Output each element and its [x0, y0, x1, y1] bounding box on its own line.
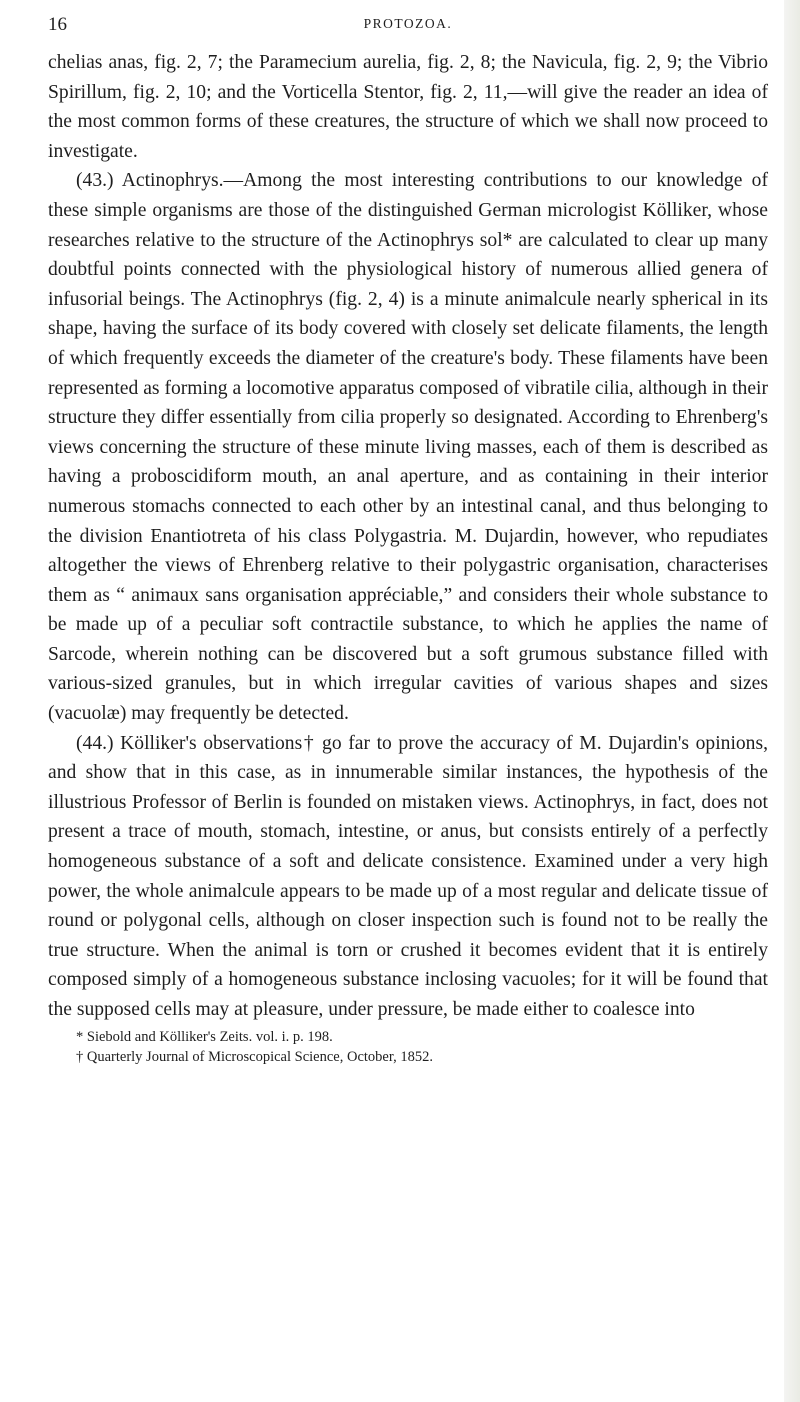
book-page	[48, 0, 768, 1402]
page-number: 16	[48, 14, 67, 35]
paragraph-continuation: chelias anas, fig. 2, 7; the Paramecium aurelia, fig. 2, 8; the Navicula, fig. 2, 9; the Vibrio Spirillum, fig. 2, 10; and the Vorticella Stentor, fig. 2, 11,—will give the reader an idea of the most common forms of these creatures, the structure of which we shall now proceed to investigate.	[48, 52, 768, 162]
running-head: PROTOZOA.	[363, 16, 453, 31]
footnote-siebold: * Siebold and Kölliker's Zeits. vol. i. p. 198.	[76, 1028, 333, 1045]
paragraph-43-actinophrys: (43.) Actinophrys.—Among the most interesting contributions to our knowledge of these simple organisms are those of the distinguished German micrologist Kölliker, whose researches relative to the structure of the Actinophrys sol* are calculated to clear up many doubtful points connected with the physiological history of numerous allied genera of infusorial beings. The Actinophrys (fig. 2, 4) is a minute animalcule nearly spherical in its shape, having the surface of its body covered with closely set delicate filaments, the length of which frequently exceeds the diameter of the creature's body. These filaments have been represented as forming a locomotive apparatus composed of vibratile cilia, although in their structure they differ essentially from cilia properly so designated. According to Ehrenberg's views concerning the structure of these minute living masses, each of them is described as having a proboscidiform mouth, an anal aperture, and as containing in their interior numerous stomachs connected to each other by an intestinal canal, and thus belonging to the division Enantiotreta of his class Polygastria. M. Dujardin, however, who repudiates altogether the views of Ehrenberg relative to their polygastric organisation, characterises them as “ animaux sans organisation appréciable,” and considers their whole substance to be made up of a peculiar soft contractile substance, to which he applies the name of Sarcode, wherein nothing can be discovered but a soft grumous substance filled with various-sized granules, but in which irregular cavities of various shapes and sizes (vacuolæ) may frequently be detected.	[48, 170, 768, 725]
paragraph-44-kolliker: (44.) Kölliker's observations† go far to prove the accuracy of M. Dujardin's opinions, and show that in this case, as in innumerable similar instances, the hypothesis of the illustrious Professor of Berlin is founded on mistaken views. Actinophrys, in fact, does not present a trace of mouth, stomach, intestine, or anus, but consists entirely of a perfectly homogeneous substance of a soft and delicate consistence. Examined under a very high power, the whole animalcule appears to be made up of a most regular and delicate tissue of round or polygonal cells, although on closer inspection such is found not to be really the true structure. When the animal is torn or crushed it becomes evident that it is entirely composed simply of a homogeneous substance inclosing vacuoles; for it will be found that the supposed cells may at pleasure, under pressure, be made either to coalesce into	[48, 732, 768, 1020]
footnotes	[48, 1027, 768, 1067]
footnote-quarterly-journal: † Quarterly Journal of Microscopical Science, October, 1852.	[76, 1048, 433, 1065]
page-edge-shadow	[784, 0, 800, 1402]
page-header	[48, 0, 768, 48]
body-text	[48, 48, 768, 1025]
